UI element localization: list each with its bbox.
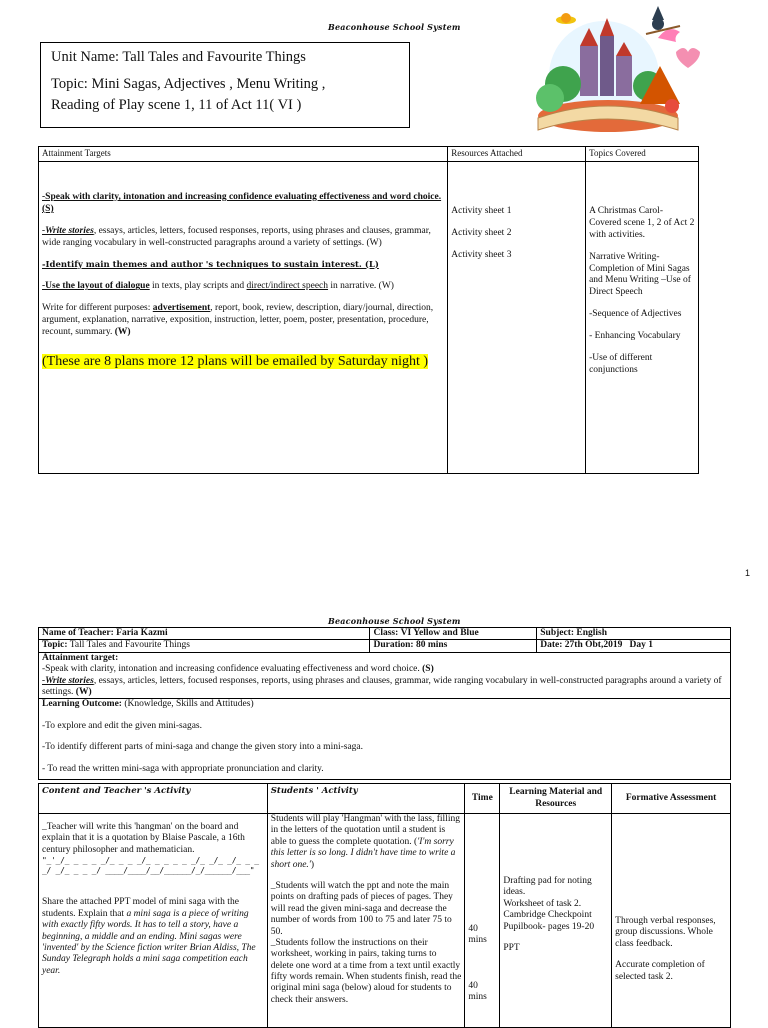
assessment-item: Through verbal responses, group discussions. Whole class feedback. bbox=[615, 916, 716, 949]
material-item: Drafting pad for noting ideas. bbox=[503, 876, 592, 898]
header-learning-material: Learning Material and Resources bbox=[500, 784, 612, 814]
teacher-label: Name of Teacher: bbox=[42, 628, 114, 638]
target-purposes-tag: (W) bbox=[114, 327, 131, 337]
unit-box bbox=[40, 42, 410, 128]
target-write-lead: -Write stories bbox=[42, 225, 94, 236]
students-quotation: 'I'm sorry this letter is so long. I didn't have time to write a short one.' bbox=[270, 836, 456, 870]
material-item: Cambridge Checkpoint Pupilbook- pages 19-20 bbox=[503, 910, 595, 932]
topic-item: - Enhancing Vocabulary bbox=[589, 331, 681, 341]
overview-table bbox=[38, 146, 699, 474]
hangman-puzzle: "_'_/_ _ _ _ _/_ _ _ _/_ _ _ _ _ _/_ _/_ _/_ _ _ _/ _/_ _ _ _/ ____/____/__/______/_/______/___" bbox=[42, 856, 259, 875]
teacher-name: Faria Kazmi bbox=[116, 628, 168, 638]
target-identify: -Identify main themes and author 's techniques to sustain interest. (L) bbox=[42, 259, 379, 270]
learning-outcome-sub: (Knowledge, Skills and Attitudes) bbox=[121, 699, 254, 710]
learning-outcome-item: -To identify different parts of mini-saga and change the given story into a mini-saga. bbox=[42, 742, 364, 753]
plan-header-table bbox=[38, 627, 731, 780]
duration-label: Duration: bbox=[373, 640, 414, 651]
unit-topic-line1: Topic: Mini Sagas, Adjectives , Menu Writing , bbox=[51, 76, 326, 93]
topic-item: Narrative Writing- Completion of Mini Sagas and Menu Writing –Use of Direct Speech bbox=[589, 251, 691, 298]
attainment-label: Attainment target: bbox=[42, 652, 119, 663]
topic-item: -Use of different conjunctions bbox=[589, 352, 653, 375]
activity-table bbox=[38, 783, 731, 1028]
header-formative-assessment: Formative Assessment bbox=[612, 784, 731, 814]
attainment-line1-tag: (S) bbox=[422, 664, 434, 675]
topic-value: Tall Tales and Favourite Things bbox=[69, 640, 190, 651]
attainment-line2-lead: -Write stories bbox=[42, 675, 94, 686]
resource-item: Activity sheet 2 bbox=[451, 227, 512, 238]
target-purposes-b: , report, book, review, description, diary/journal, direction, argument, explanation, narrative, exposition, instruction, letter, poem, poster, presentation, procedure, recount, summary. bbox=[42, 303, 434, 337]
unit-name: Unit Name: Tall Tales and Favourite Things bbox=[51, 49, 306, 65]
emailed-plans-highlight: (These are 8 plans more 12 plans will be emailed by Saturday night ) bbox=[42, 353, 429, 369]
learning-outcome-label: Learning Outcome: bbox=[42, 699, 122, 710]
target-dialogue-lead: -Use the layout of dialogue bbox=[42, 281, 150, 292]
material-item: PPT bbox=[503, 942, 520, 953]
day-value: Day 1 bbox=[629, 640, 653, 651]
class-value: VI Yellow and Blue bbox=[400, 628, 479, 638]
teacher-mini-saga-a: Share the attached PPT model of mini saga with the students. Explain that bbox=[42, 897, 239, 919]
storybook-illustration bbox=[508, 6, 708, 138]
students-hangman-b: ) bbox=[310, 859, 314, 870]
target-dialogue-speech: direct/indirect speech bbox=[246, 281, 329, 292]
header-teacher-activity: Content and Teacher 's Activity bbox=[39, 784, 268, 814]
class-label: Class: bbox=[373, 628, 399, 638]
students-activity-cell bbox=[267, 814, 465, 1028]
teacher-activity-cell bbox=[39, 814, 268, 1028]
learning-outcome-cell bbox=[39, 699, 731, 780]
students-ppt: _Students will watch the ppt and note the main points on drafting pads of pieces of pages. They will read the given mini-saga and decrease the number of words from 100 to 75 and later 75 to 50. bbox=[270, 880, 453, 937]
target-dialogue-mid: in texts, play scripts and bbox=[149, 281, 247, 292]
target-write-rest: , essays, articles, letters, focused responses, reports, using phrases and clauses, grammar, wide ranging vocabulary in well-constructed paragraphs around a variety of settings. (W) bbox=[42, 225, 431, 248]
header-time: Time bbox=[465, 784, 500, 814]
header-resources-attached: Resources Attached bbox=[448, 147, 586, 162]
target-speak: -Speak with clarity, intonation and increasing confidence evaluating effectiveness and word choice. (S) bbox=[42, 192, 442, 214]
topic-label: Topic: bbox=[42, 640, 68, 651]
attainment-line2-rest: , essays, articles, letters, focused responses, reports, using phrases and clauses, grammar, wide ranging vocabulary in well-constructed paragraphs around a variety of settings. bbox=[42, 675, 722, 697]
attainment-target-cell bbox=[39, 652, 731, 699]
date-value: 27th Obt,2019 bbox=[564, 640, 623, 651]
school-name-header: Beaconhouse School System bbox=[328, 22, 461, 32]
time-slot: 40 mins bbox=[468, 980, 487, 1003]
topic-item: A Christmas Carol- Covered scene 1, 2 of Act 2 with activities. bbox=[589, 206, 695, 240]
time-slot: 40 mins bbox=[468, 924, 487, 946]
learning-outcome-item: - To read the written mini-saga with appropriate pronunciation and clarity. bbox=[42, 763, 324, 774]
header-students-activity: Students ' Activity bbox=[267, 784, 465, 814]
students-hangman-a: Students will play 'Hangman' with the lass, filling in the letters of the quotation until a student is able to guess the complete quotation. ( bbox=[270, 814, 460, 847]
material-item: Worksheet of task 2. bbox=[503, 898, 582, 909]
students-worksheet: _Students follow the instructions on their worksheet, working in pairs, taking turns to delete one word at a time from a text until exactly fifty words remain. When students finish, read the original mini saga (below) aloud for students to check their answers. bbox=[270, 937, 462, 1005]
duration-value: 80 mins bbox=[415, 640, 448, 651]
resources-cell bbox=[448, 162, 586, 474]
subject-label: Subject: bbox=[540, 628, 575, 638]
header-topics-covered: Topics Covered bbox=[586, 147, 699, 162]
learning-outcome-item: -To explore and edit the given mini-sagas. bbox=[42, 720, 202, 731]
resource-item: Activity sheet 1 bbox=[451, 206, 512, 216]
teacher-hangman-intro: _Teacher will write this 'hangman' on the board and explain that it is a quotation by Blaise Pascale, a 16th century philosopher and mathematician. bbox=[42, 822, 245, 855]
topic-item: -Sequence of Adjectives bbox=[589, 309, 682, 320]
attainment-line2-tag: (W) bbox=[75, 686, 92, 697]
target-purposes-a: Write for different purposes: bbox=[42, 303, 153, 314]
assessment-cell bbox=[612, 814, 731, 1028]
subject-value: English bbox=[576, 628, 608, 638]
teacher-mini-saga-definition: a mini saga is a piece of writing with exactly fifty words. It has to tell a story, have a beginning, a middle and an ending. Mini sagas were 'invented' by the Science fiction writer Brian Aldiss, The Sunday Telegraph holds a mini saga competition each year. bbox=[42, 908, 256, 976]
target-purposes-advertisement: advertisement bbox=[152, 303, 211, 314]
attainment-line1: -Speak with clarity, intonation and increasing confidence evaluating effectiveness and word choice. bbox=[42, 664, 423, 675]
unit-topic-line2: Reading of Play scene 1, 11 of Act 11( VI ) bbox=[51, 97, 302, 114]
assessment-item: Accurate completion of selected task 2. bbox=[615, 960, 705, 982]
resource-item: Activity sheet 3 bbox=[451, 249, 512, 260]
header-attainment-targets: Attainment Targets bbox=[39, 147, 448, 162]
school-name-header-2: Beaconhouse School System bbox=[328, 616, 461, 626]
attainment-targets-cell bbox=[39, 162, 448, 474]
page-number: 1 bbox=[744, 568, 750, 578]
topics-cell bbox=[586, 162, 699, 474]
resources-cell-2 bbox=[500, 814, 612, 1028]
time-cell bbox=[465, 814, 500, 1028]
target-dialogue-rest: in narrative. (W) bbox=[328, 281, 394, 292]
date-label: Date: bbox=[540, 640, 563, 651]
